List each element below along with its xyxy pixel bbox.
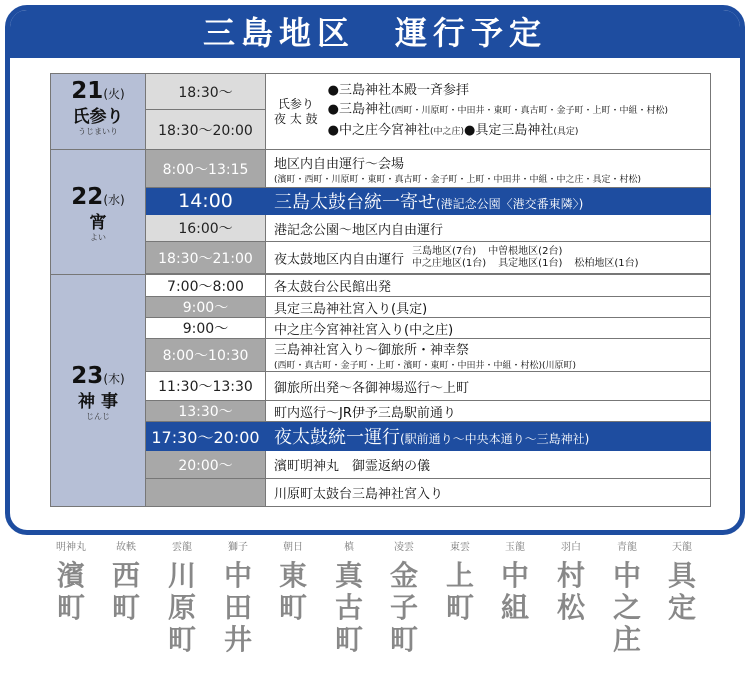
town-deity: 東雲 bbox=[450, 542, 470, 553]
shrine-line bbox=[328, 121, 668, 142]
day-number: 21 bbox=[71, 78, 104, 104]
time-cell: 16:00〜 bbox=[146, 215, 266, 242]
event-text: 夜太鼓統一運行 bbox=[274, 427, 400, 448]
table-row bbox=[51, 318, 711, 339]
town-item bbox=[267, 540, 319, 624]
town-name: 西町 bbox=[111, 559, 140, 624]
event-subtext: (西町・真古町・金子町・上町・濱町・東町・中田井・中組・村松)(川原町) bbox=[274, 361, 577, 371]
event-cell: 港記念公園〜地区内自由運行 bbox=[266, 215, 711, 242]
day-weekday: (火) bbox=[103, 87, 125, 101]
town-item bbox=[100, 540, 152, 624]
time-cell: 18:30〜21:00 bbox=[146, 242, 266, 274]
district-count: 中之庄地区(1台) bbox=[412, 257, 487, 269]
event-cell bbox=[266, 339, 711, 372]
schedule-table bbox=[50, 73, 711, 507]
time-cell: 17:30〜20:00 bbox=[146, 422, 266, 451]
time-cell: 18:30〜 bbox=[146, 74, 266, 110]
title-bar bbox=[10, 10, 740, 58]
day-reading: じんじ bbox=[86, 412, 110, 421]
district-count: 中曽根地区(2台) bbox=[488, 245, 563, 257]
town-item bbox=[45, 540, 97, 624]
shrine-name: ●具定三島神社 bbox=[464, 123, 554, 138]
town-deity: 凌雲 bbox=[394, 542, 414, 553]
table-row bbox=[51, 215, 711, 242]
shrine-towns: (中之庄) bbox=[429, 127, 465, 137]
time-cell bbox=[146, 479, 266, 507]
town-name: 濱町 bbox=[56, 559, 85, 624]
town-name: 中之庄 bbox=[612, 559, 641, 656]
town-item bbox=[434, 540, 486, 624]
town-name: 村松 bbox=[556, 559, 585, 624]
event-cell-shrines bbox=[266, 74, 711, 150]
shrine-name: ●三島神社 bbox=[327, 102, 391, 117]
time-cell: 18:30〜20:00 bbox=[146, 110, 266, 150]
event-cell: 中之庄今宮神社宮入り(中之庄) bbox=[266, 318, 711, 339]
town-deity: 青龍 bbox=[617, 542, 637, 553]
time-cell: 13:30〜 bbox=[146, 401, 266, 422]
label-ujimairi: 氏参り bbox=[277, 96, 314, 111]
time-cell: 7:00〜8:00 bbox=[146, 275, 266, 297]
table-row bbox=[51, 339, 711, 372]
town-name: 中組 bbox=[500, 559, 529, 624]
shrine-line bbox=[328, 100, 668, 121]
event-text: 地区内自由運行〜会場 bbox=[274, 156, 405, 172]
town-item bbox=[323, 540, 375, 656]
event-subtext: (濱町・西町・川原町・東町・真古町・金子町・上町・中田井・中組・中之庄・具定・村松) bbox=[274, 174, 642, 185]
event-cell bbox=[266, 422, 711, 451]
page-title bbox=[10, 12, 740, 54]
table-row bbox=[51, 150, 711, 188]
town-list bbox=[45, 540, 745, 690]
event-cell: 川原町太鼓台三島神社宮入り bbox=[266, 479, 711, 507]
event-cell: 御旅所出発〜各御神場巡行〜上町 bbox=[266, 372, 711, 401]
district-count: 具定地区(1台) bbox=[498, 257, 563, 269]
town-item bbox=[489, 540, 541, 624]
table-row bbox=[51, 401, 711, 422]
schedule-frame bbox=[5, 5, 745, 535]
event-subtext: (駅前通り〜中央本通り〜三島神社) bbox=[400, 432, 590, 446]
town-deity: 朝日 bbox=[283, 542, 303, 553]
town-deity: 明神丸 bbox=[56, 542, 86, 553]
day-name: 神 事 bbox=[78, 392, 118, 412]
event-text: 三島神社宮入り〜御旅所・神幸祭 bbox=[274, 343, 470, 358]
town-deity: 槙 bbox=[344, 542, 354, 553]
town-name: 川原町 bbox=[167, 559, 196, 656]
time-cell: 9:00〜 bbox=[146, 318, 266, 339]
town-name: 中田井 bbox=[223, 559, 252, 656]
table-row bbox=[51, 479, 711, 507]
event-cell: 各太鼓台公民館出発 bbox=[266, 275, 711, 297]
event-subtext: (港記念公園〈港交番東隣〉) bbox=[436, 197, 584, 211]
shrine-list bbox=[328, 81, 668, 142]
town-name: 東町 bbox=[278, 559, 307, 624]
day-weekday: (木) bbox=[103, 372, 125, 386]
day-number: 23 bbox=[71, 363, 104, 389]
table-row-highlight bbox=[51, 422, 711, 451]
town-deity: 故軼 bbox=[116, 542, 136, 553]
event-cell bbox=[266, 242, 711, 274]
event-text: 夜太鼓地区内自由運行 bbox=[274, 252, 405, 267]
town-name: 金子町 bbox=[389, 559, 418, 656]
town-deity: 雲龍 bbox=[172, 542, 192, 553]
table-row bbox=[51, 451, 711, 479]
day-cell-22 bbox=[51, 150, 146, 275]
day-name: 宵 bbox=[89, 213, 107, 233]
shrine-name: ●中之庄今宮神社 bbox=[327, 123, 430, 138]
district-counts bbox=[412, 246, 651, 270]
title-right: 運行予定 bbox=[395, 14, 548, 52]
table-row-highlight bbox=[51, 188, 711, 215]
day-name: 氏参り bbox=[72, 107, 124, 127]
shrine-line: ●三島神社本殿一斉参拝 bbox=[327, 83, 469, 98]
shrine-towns: (具定) bbox=[553, 127, 579, 137]
district-count: 松柏地区(1台) bbox=[574, 257, 639, 269]
time-cell: 8:00〜13:15 bbox=[146, 150, 266, 188]
town-deity: 玉龍 bbox=[505, 542, 525, 553]
town-deity: 獅子 bbox=[228, 542, 248, 553]
event-cell bbox=[266, 150, 711, 188]
town-item bbox=[156, 540, 208, 656]
table-row bbox=[51, 242, 711, 274]
day-reading: うじまいり bbox=[78, 127, 118, 136]
event-cell: 濱町明神丸 御霊返納の儀 bbox=[266, 451, 711, 479]
time-cell: 11:30〜13:30 bbox=[146, 372, 266, 401]
town-item bbox=[656, 540, 708, 624]
title-left: 三島地区 bbox=[202, 14, 355, 52]
time-cell: 9:00〜 bbox=[146, 297, 266, 318]
town-name: 上町 bbox=[445, 559, 474, 624]
day-number: 22 bbox=[71, 184, 104, 210]
table-row bbox=[51, 275, 711, 297]
event-cell bbox=[266, 188, 711, 215]
district-count: 三島地区(7台) bbox=[412, 245, 477, 257]
time-cell: 20:00〜 bbox=[146, 451, 266, 479]
town-item bbox=[378, 540, 430, 656]
day-weekday: (水) bbox=[103, 193, 125, 207]
table-row bbox=[51, 74, 711, 110]
label-yotaiko: 夜 太 鼓 bbox=[274, 111, 318, 126]
time-cell: 8:00〜10:30 bbox=[146, 339, 266, 372]
day-reading: よい bbox=[90, 233, 106, 242]
town-item bbox=[601, 540, 653, 656]
event-cell: 町内巡行〜JR伊予三島駅前通り bbox=[266, 401, 711, 422]
event-text: 三島太鼓台統一寄せ bbox=[274, 192, 436, 213]
town-name: 具定 bbox=[667, 559, 696, 624]
day-cell-21 bbox=[51, 74, 146, 150]
town-item bbox=[212, 540, 264, 656]
town-deity: 羽白 bbox=[561, 542, 581, 553]
table-row bbox=[51, 372, 711, 401]
table-row bbox=[51, 297, 711, 318]
town-item bbox=[545, 540, 597, 624]
town-deity: 天龍 bbox=[672, 542, 692, 553]
shrine-towns: (西町・川原町・中田井・東町・真古町・金子町・上町・中組・村松) bbox=[390, 106, 669, 116]
event-cell: 具定三島神社宮入り(具定) bbox=[266, 297, 711, 318]
shrine-left-labels bbox=[274, 97, 318, 127]
time-cell: 14:00 bbox=[146, 188, 266, 215]
day-cell-23 bbox=[51, 275, 146, 507]
town-name: 真古町 bbox=[334, 559, 363, 656]
